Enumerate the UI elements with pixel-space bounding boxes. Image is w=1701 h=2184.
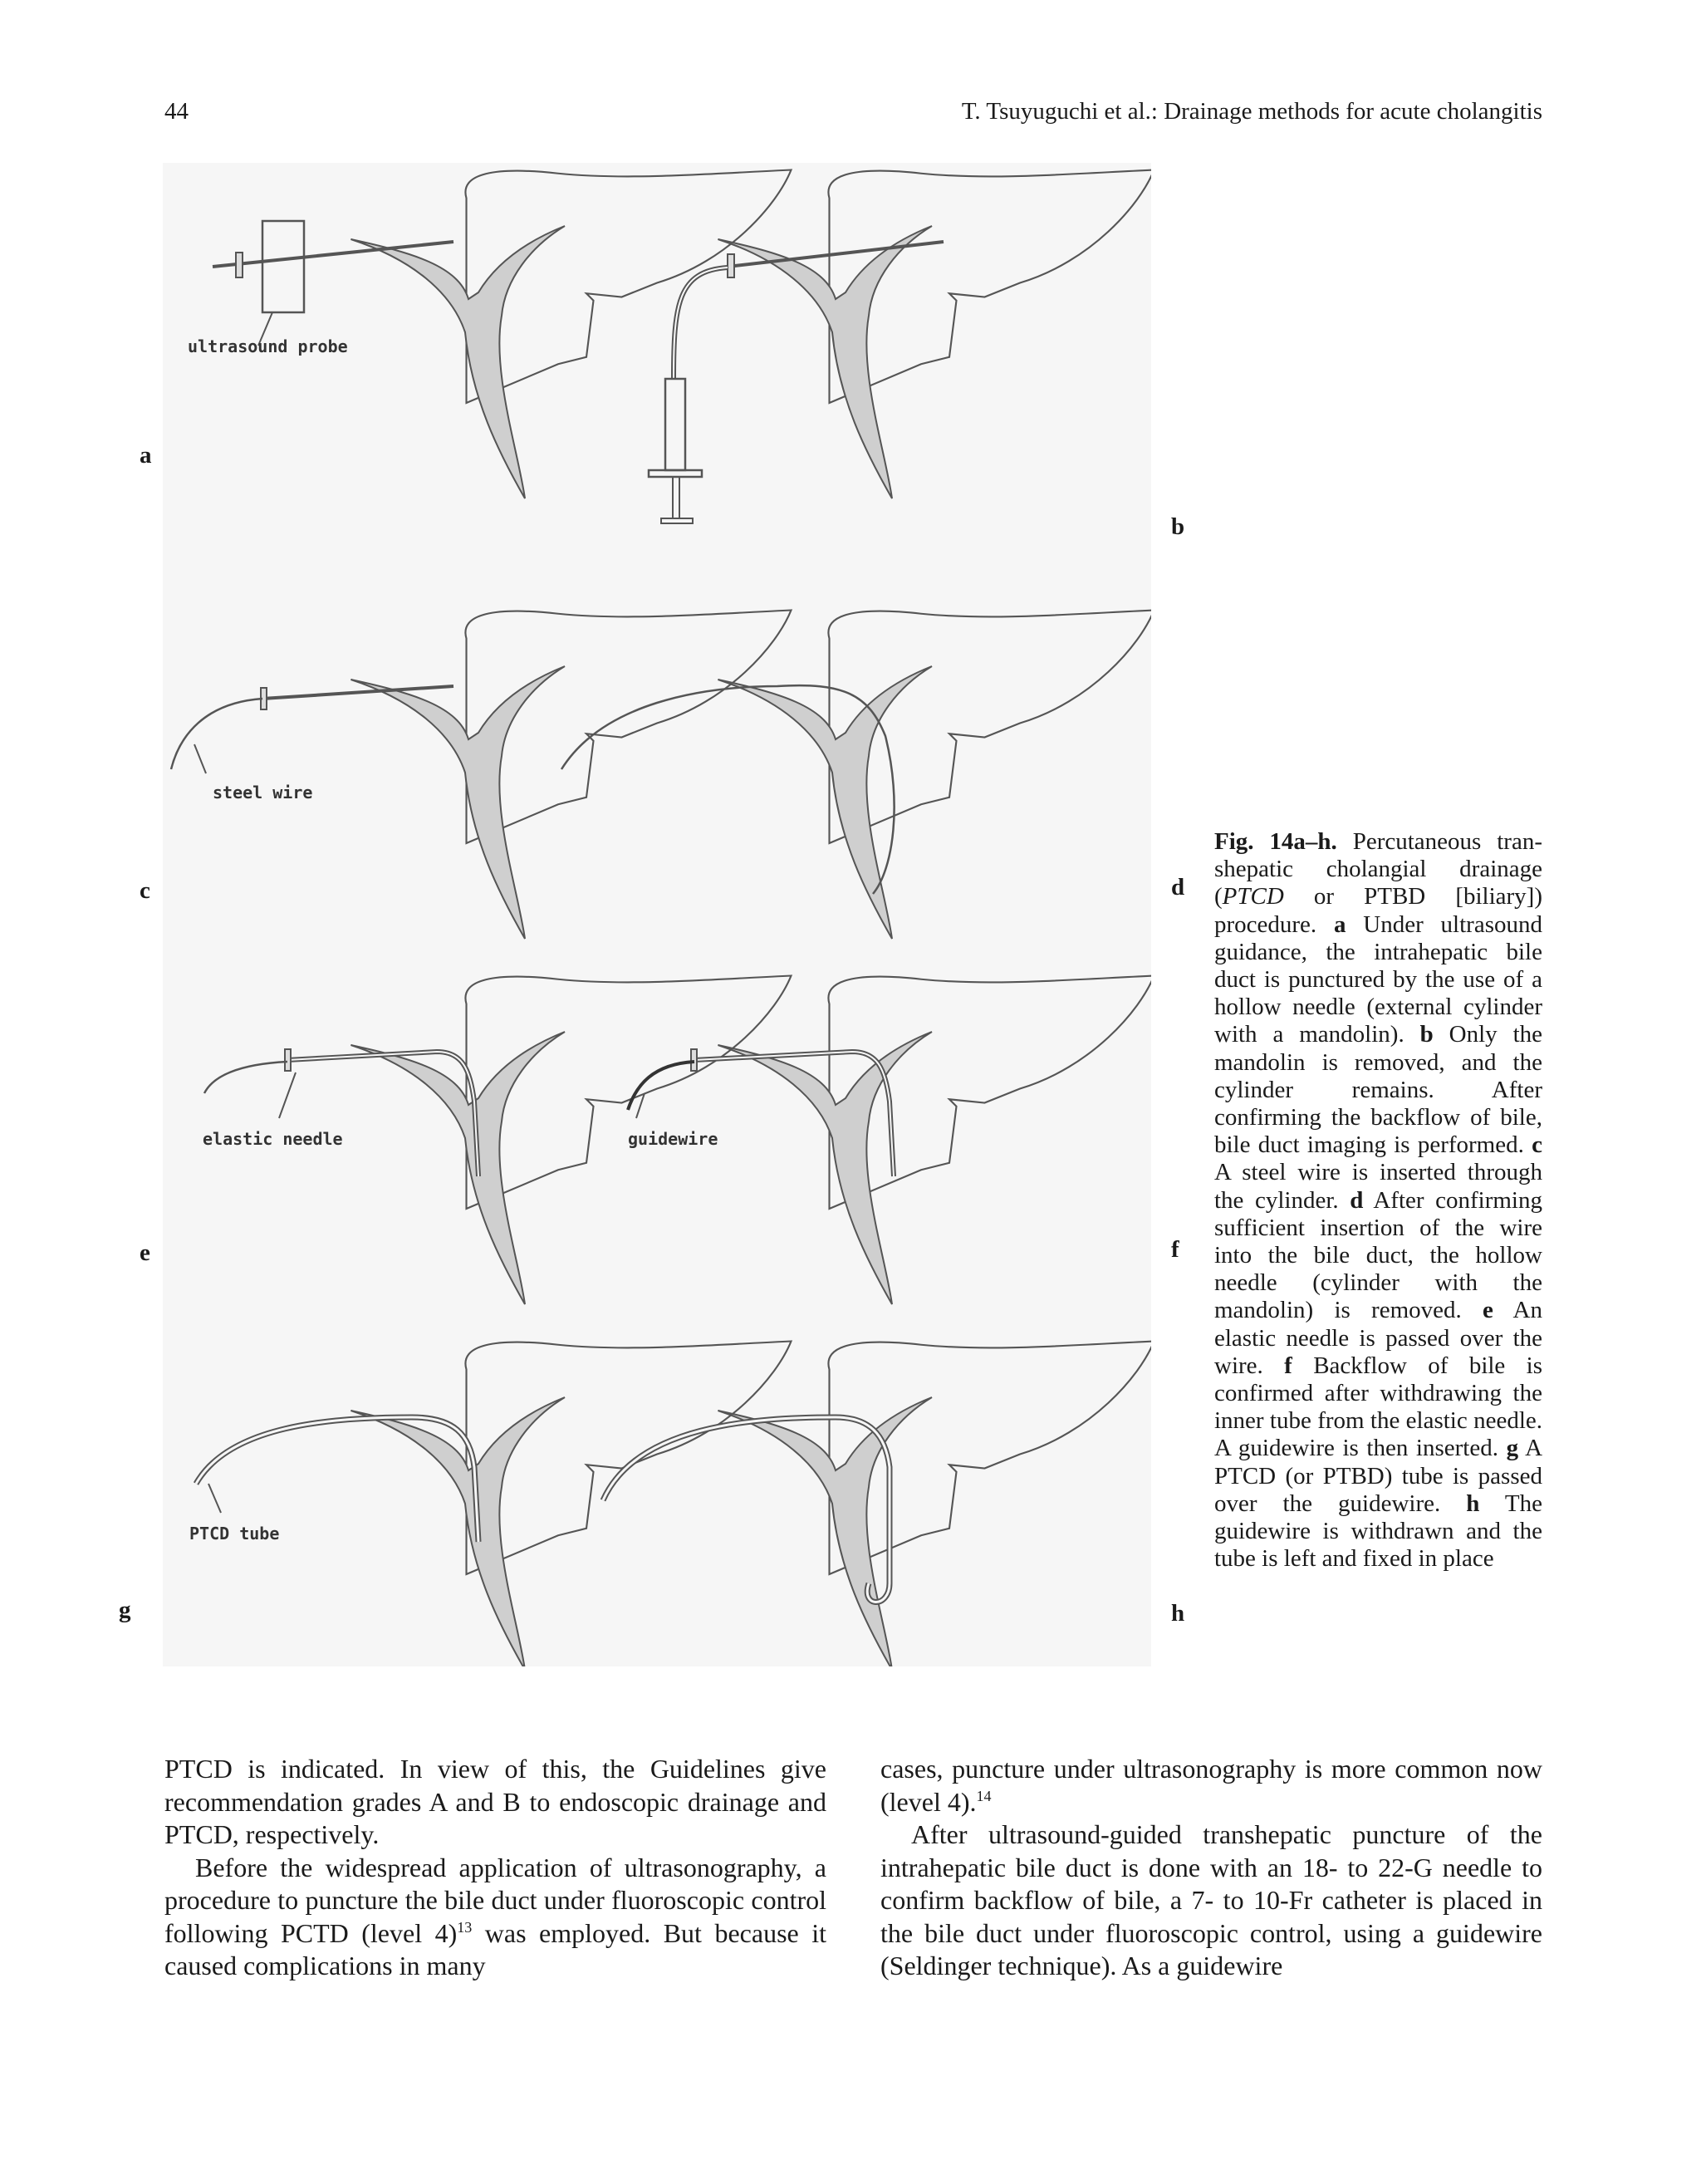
panel-h-illustration — [603, 1342, 1151, 1667]
panel-letter-e: e — [140, 1239, 150, 1266]
reference-marker: 13 — [457, 1918, 473, 1936]
panel-letter-a: a — [140, 442, 152, 469]
body-text: cases, puncture under ultrasonography is more common now (level 4). — [880, 1754, 1542, 1817]
panel-letter-f: f — [1171, 1236, 1179, 1263]
caption-letter-b: b — [1419, 1021, 1434, 1048]
caption-letter-h: h — [1466, 1490, 1480, 1517]
panel-letter-g: g — [119, 1597, 131, 1623]
ptcd-tube-label: PTCD tube — [189, 1524, 280, 1544]
panel-f-illustration — [628, 976, 1151, 1305]
caption-letter-d: d — [1350, 1186, 1364, 1214]
caption-intro-2: or PTBD [biliary]) procedure. — [1214, 883, 1542, 938]
panel-letter-d: d — [1171, 874, 1185, 901]
body-text: Before the widespread application of ultrasonography, a procedure to puncture the bile duct under fluoroscopic control following PCTD (level 4) — [164, 1852, 826, 1948]
steel-wire-label: steel wire — [213, 783, 313, 802]
body-paragraph: PTCD is indicated. In view of this, the Guidelines give recommendation grades A and B to endoscopic drainage and PTCD, respectively. — [164, 1754, 826, 1849]
panel-g-illustration — [189, 1342, 792, 1667]
ultrasound-probe-label: ultrasound probe — [188, 336, 348, 356]
panel-letter-b: b — [1171, 513, 1185, 540]
caption-text-h: The guidewire is withdrawn and the tube is left and fixed in place — [1214, 1490, 1542, 1573]
panel-letter-h: h — [1171, 1600, 1185, 1627]
page-number: 44 — [164, 98, 189, 125]
caption-text-g: A PTCD (or PTBD) tube is passed over the guidewire. — [1214, 1435, 1543, 1517]
body-column-left — [164, 1753, 826, 1983]
caption-letter-e: e — [1483, 1297, 1493, 1324]
caption-letter-f: f — [1284, 1352, 1292, 1379]
panel-d-illustration — [561, 611, 1151, 940]
body-text: was employed. But because it caused complications in many — [164, 1917, 827, 1980]
body-paragraph: After ultrasound-guided transhepatic puncture of the intrahepatic bile duct is done with an 18- to 22-G needle to confirm backflow of bile, a 7- to 10-Fr catheter is placed in the bile duct under fluoroscopic control, using a guidewire (Seldinger technique). As a guidewire — [880, 1819, 1542, 1980]
caption-letter-c: c — [1532, 1131, 1542, 1159]
elastic-needle-label: elastic needle — [203, 1129, 343, 1149]
guidewire-label: guidewire — [628, 1129, 718, 1149]
panel-a-illustration — [188, 170, 792, 499]
caption-ptcd: PTCD — [1222, 883, 1284, 910]
panel-c-illustration — [171, 611, 792, 940]
reference-marker: 14 — [976, 1787, 992, 1804]
caption-intro-1: Percutaneous transhepatic cholangial drainage ( — [1214, 828, 1542, 910]
caption-text-f: Backflow of bile is confirmed after withdrawing the inner tube from the elastic needle. A guidewire is then inserted. — [1214, 1352, 1543, 1462]
caption-text-b: Only the mandolin is removed, and the cylinder remains. After confirming the backflow of bile, bile duct imaging is performed. — [1214, 1021, 1542, 1159]
panel-b-illustration — [649, 170, 1151, 524]
caption-text-a: Under ultrasound guidance, the intrahepatic bile duct is punctured by the use of a hollow needle (external cylinder with a mandolin). — [1214, 910, 1542, 1048]
body-paragraph — [164, 1852, 826, 1983]
figure-caption — [1214, 828, 1542, 1573]
caption-text-d: After confirming sufficient insertion of the wire into the bile duct, the hollow needle (cylinder with the mandolin) is removed. — [1214, 1186, 1542, 1324]
running-title: T. Tsuyuguchi et al.: Drainage methods for acute cholangitis — [961, 98, 1542, 125]
body-column-right — [880, 1753, 1542, 1983]
body-paragraph — [880, 1753, 1542, 1818]
panel-letter-c: c — [140, 877, 150, 904]
caption-letter-a: a — [1333, 910, 1346, 938]
caption-text-c: A steel wire is inserted through the cylinder. — [1214, 1159, 1542, 1214]
caption-letter-g: g — [1506, 1435, 1519, 1462]
figure-label: Fig. 14a–h. — [1214, 828, 1337, 855]
caption-text-e: An elastic needle is passed over the wire. — [1214, 1297, 1542, 1379]
ptcd-procedure-figure — [163, 163, 1151, 1666]
